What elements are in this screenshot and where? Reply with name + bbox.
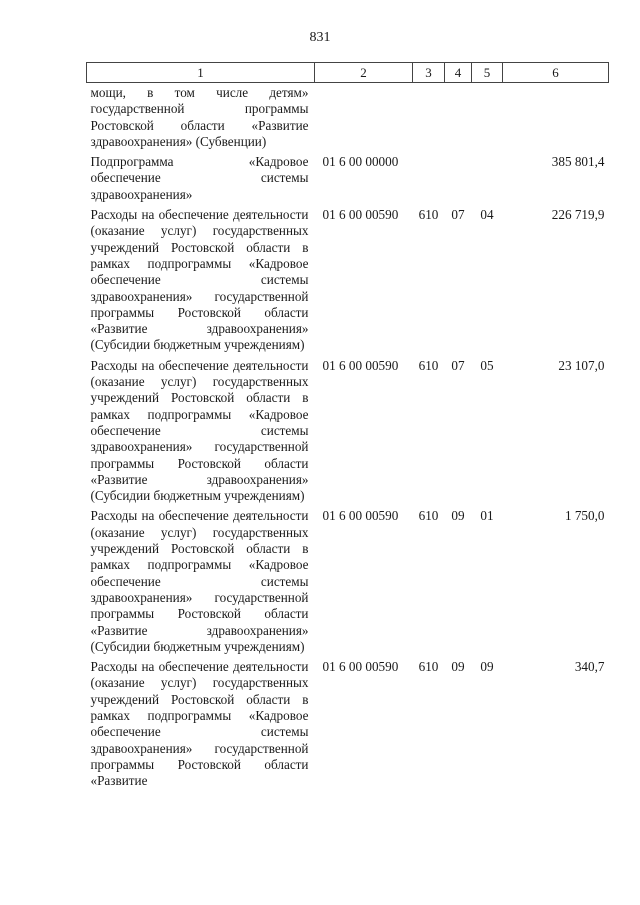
row-target-code: 01 6 00 00590	[322, 508, 399, 524]
row-target-code: 01 6 00 00590	[322, 659, 399, 675]
table-row	[87, 358, 609, 509]
row-section: 09	[451, 659, 465, 675]
row-expense-type: 610	[418, 207, 439, 223]
row-amount	[503, 83, 609, 155]
column-header-6: 6	[503, 63, 609, 83]
row-description: Расходы на обеспечение деятельности (оказание услуг) государственных учреждений Ростовской области в рамках подпрограммы «Кадровое обеспечение системы здравоохранения» государственной программы Ростовской области «Развитие здравоохранения» (Субсидии бюджетным учреждениям)	[90, 357, 309, 504]
column-header-1: 1	[87, 63, 315, 83]
row-target-code	[315, 83, 413, 155]
table-row	[87, 83, 609, 155]
row-description: мощи, в том числе детям» государственной программы Ростовской области «Развитие здравоохранения» (Субвенции)	[90, 85, 309, 149]
row-expense-type: 610	[418, 508, 439, 524]
budget-table	[86, 62, 609, 793]
row-target-code: 01 6 00 00590	[322, 207, 399, 223]
row-section	[445, 83, 472, 155]
row-expense-type	[413, 154, 445, 207]
row-target-code: 01 6 00 00000	[322, 154, 399, 170]
column-header-4: 4	[445, 63, 472, 83]
header-row	[87, 63, 609, 83]
table-header	[87, 63, 609, 83]
row-expense-type	[413, 83, 445, 155]
row-description: Расходы на обеспечение деятельности (оказание услуг) государственных учреждений Ростовской области в рамках подпрограммы «Кадровое обеспечение системы здравоохранения» государственной программы Ростовской области «Развитие здравоохранения» (Субсидии бюджетным учреждениям)	[90, 508, 309, 654]
row-amount: 1 750,0	[564, 508, 605, 524]
row-subsection	[472, 154, 503, 207]
row-section: 09	[451, 508, 465, 524]
row-expense-type: 610	[418, 357, 439, 373]
row-subsection: 04	[480, 207, 494, 223]
row-description: Подпрограмма «Кадровое обеспечение системы здравоохранения»	[90, 154, 309, 202]
row-subsection: 09	[480, 659, 494, 675]
row-amount: 23 107,0	[558, 357, 605, 373]
row-section: 07	[451, 207, 465, 223]
row-amount: 226 719,9	[551, 207, 605, 223]
row-section	[445, 154, 472, 207]
row-description: Расходы на обеспечение деятельности (оказание услуг) государственных учреждений Ростовской области в рамках подпрограммы «Кадровое обеспечение системы здравоохранения» государственной программы Ростовской области «Развитие здравоохранения» (Субсидии бюджетным учреждениям)	[90, 207, 309, 353]
row-subsection: 01	[480, 508, 494, 524]
row-target-code: 01 6 00 00590	[322, 357, 399, 373]
table-body	[87, 83, 609, 794]
row-subsection	[472, 83, 503, 155]
page-number: 831	[309, 30, 331, 45]
column-header-3: 3	[413, 63, 445, 83]
row-description: Расходы на обеспечение деятельности (оказание услуг) государственных учреждений Ростовской области в рамках подпрограммы «Кадровое обеспечение системы здравоохранения» государственной программы Ростовской области «Развитие	[90, 659, 309, 789]
table-row	[87, 659, 609, 793]
row-section: 07	[451, 357, 465, 373]
row-expense-type: 610	[418, 659, 439, 675]
column-header-5: 5	[472, 63, 503, 83]
row-subsection: 05	[480, 357, 494, 373]
table-row	[87, 154, 609, 207]
row-amount: 340,7	[574, 659, 605, 675]
table-row	[87, 207, 609, 358]
column-header-2: 2	[315, 63, 413, 83]
row-amount: 385 801,4	[551, 154, 605, 170]
table-row	[87, 508, 609, 659]
